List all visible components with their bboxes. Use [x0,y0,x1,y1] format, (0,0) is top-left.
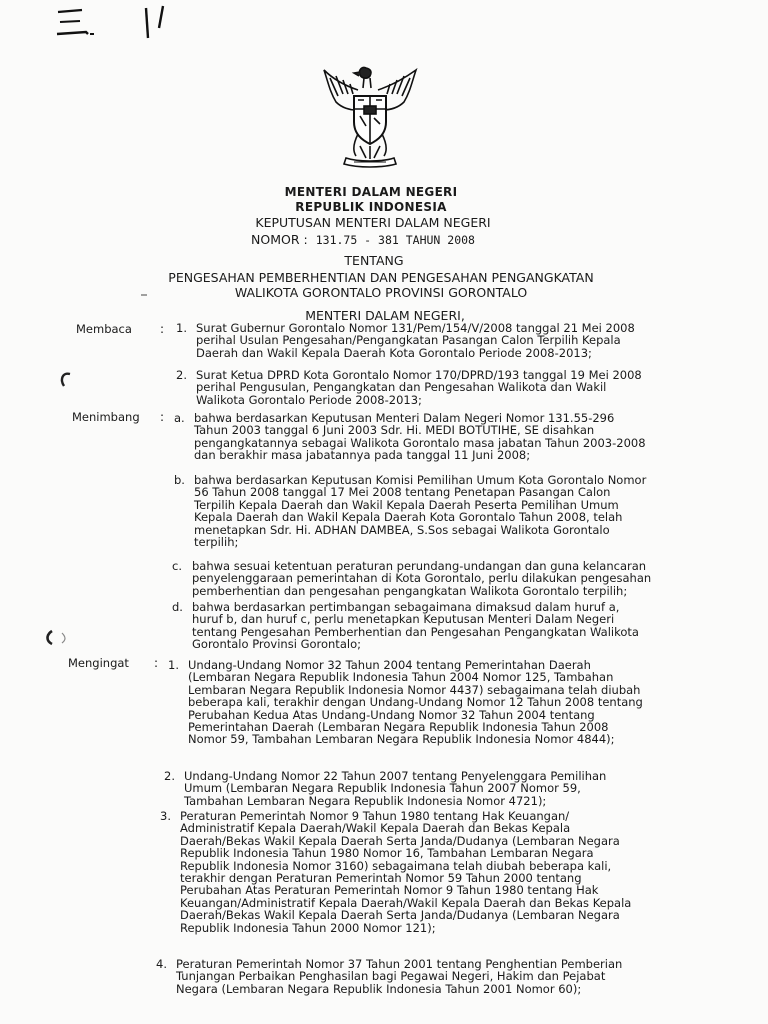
menimbang-label: Menimbang [72,410,140,424]
item-line: perihal Usulan Pengesahan/Pengangkatan Pasangan Calon Terpilih Kepala [196,333,621,348]
item-number: d. [172,600,183,614]
scan-speck-icon [140,292,150,298]
item-line: Surat Gubernur Gorontalo Nomor 131/Pem/154/V/2008 tanggal 21 Mei 2008 [196,321,635,335]
punch-hole-mark-icon [56,370,76,390]
item-number: 2. [176,368,187,382]
item-number: 4. [156,957,167,971]
item-number: c. [172,559,182,573]
menimbang-item-b [174,473,668,550]
item-line: Peraturan Pemerintah Nomor 9 Tahun 1980 tentang Hak Keuangan/ [180,809,570,823]
item-line: Tunjangan Perbaikan Penghasilan bagi Pegawai Negeri, Hakim dan Pejabat [176,969,606,984]
item-line: beberapa kali, terakhir dengan Undang-Undang Nomor 12 Tahun 2008 tentang [188,695,643,710]
item-line: Kepala Daerah dan Wakil Kepala Daerah Kota Gorontalo Tahun 2008, telah [194,510,623,525]
handwritten-mark-icon [52,4,182,44]
item-line: Tambahan Lembaran Negara Republik Indonesia Nomor 4721); [184,793,547,808]
mengingat-item-4 [156,957,654,996]
item-line: Pemerintahan Daerah (Lembaran Negara Republik Indonesia Tahun 2008 [188,720,609,735]
item-line: pengangkatannya sebagai Walikota Gorontalo masa jabatan Tahun 2003-2008 [194,435,646,450]
menimbang-item-a [174,411,668,463]
item-number: b. [174,473,185,487]
subject-line-1: PENGESAHAN PEMBERHENTIAN DAN PENGESAHAN PENGANGKATAN [168,269,594,285]
item-line: tentang Pengesahan Pemberhentian dan Pengesahan Pengangkatan Walikota [192,624,639,639]
item-number: a. [174,411,185,425]
garuda-emblem-icon [318,62,422,170]
subject-heading [150,255,600,300]
item-line: Republik Indonesia Nomor 3160) sebagaimana telah diubah beberapa kali, [180,858,612,873]
item-line: Perubahan Atas Peraturan Pemerintah Nomor 9 Tahun 1980 tentang Hak [180,883,599,898]
membaca-item-2 [176,368,670,407]
item-number: 2. [164,769,175,783]
mengingat-colon: : [154,656,159,670]
item-line: 56 Tahun 2008 tanggal 17 Mei 2008 tentang Penetapan Pasangan Calon [194,485,611,500]
mengingat-item-3 [160,809,656,935]
item-line: Daerah/Bekas Wakil Kepala Daerah Serta Janda/Dudanya (Lembaran Negara [180,833,620,848]
item-line: Tahun 2003 tanggal 6 Juni 2003 Sdr. Hi. MEDI BOTUTIHE, SE disahkan [194,423,595,438]
decree-number [126,231,600,247]
item-number: 1. [168,658,179,672]
item-line: perihal Pengusulan, Pengangkatan dan Pengesahan Walikota dan Wakil [196,380,607,395]
mengingat-item-1 [168,658,664,747]
item-line: Terpilih Kepala Daerah dan Wakil Kepala Daerah Peserta Pemilihan Umum [194,497,619,512]
membaca-item-1 [176,321,670,360]
item-line: Nomor 59, Tambahan Lembaran Negara Republik Indonesia Nomor 4844); [188,732,615,747]
item-line: Surat Ketua DPRD Kota Gorontalo Nomor 170/DPRD/193 tanggal 19 Mei 2008 [196,368,642,382]
minister-title-line2: REPUBLIK INDONESIA [295,200,447,214]
item-line: bahwa sesuai ketentuan peraturan perundang-undangan dan guna kelancaran [192,559,647,573]
item-line: menetapkan Sdr. Hi. ADHAN DAMBEA, S.Sos sebagai Walikota Gorontalo [194,522,610,537]
item-line: huruf b, dan huruf c, perlu menetapkan Keputusan Menteri Dalam Negeri [192,612,615,627]
item-line: Perubahan Kedua Atas Undang-Undang Nomor 32 Tahun 2004 tentang [188,707,595,722]
item-line: dan berakhir masa jabatannya pada tanggal 11 Juni 2008; [194,448,531,463]
item-line: penyelenggaraan pemerintahan di Kota Gorontalo, perlu dilakukan pengesahan [192,571,652,586]
membaca-label: Membaca [76,322,132,336]
item-number: 1. [176,321,187,335]
item-line: Walikota Gorontalo Periode 2008-2013; [196,392,422,407]
punch-hole-mark-icon [44,627,70,647]
item-line: Republik Indonesia Tahun 1980 Nomor 16, Tambahan Lembaran Negara [180,846,594,861]
item-line: Keuangan/Administratif Kepala Daerah/Wakil Kepala Daerah dan Bekas Kepala [180,895,632,910]
item-line: terpilih; [194,535,239,550]
menimbang-item-d [172,600,666,652]
item-line: Gorontalo Provinsi Gorontalo; [192,637,361,652]
nomor-value: 131.75 - 381 TAHUN 2008 [315,232,475,247]
item-line: Umum (Lembaran Negara Republik Indonesia Tahun 2007 Nomor 59, [184,781,581,796]
menimbang-colon: : [160,410,165,424]
item-line: pemberhentian dan pengesahan pengangkatan Walikota Gorontalo terpilih; [192,583,628,598]
tentang-label: TENTANG [344,253,404,268]
item-line: terakhir dengan Peraturan Pemerintah Nomor 59 Tahun 2000 tentang [180,871,582,886]
decree-title: KEPUTUSAN MENTERI DALAM NEGERI [255,215,491,230]
item-line: bahwa berdasarkan pertimbangan sebagaimana dimaksud dalam huruf a, [192,600,620,614]
item-line: bahwa berdasarkan Keputusan Komisi Pemilihan Umum Kota Gorontalo Nomor [194,473,647,487]
item-line: Daerah/Bekas Wakil Kepala Daerah Serta Janda/Dudanya (Lembaran Negara [180,908,620,923]
item-line: Lembaran Negara Republik Indonesia Nomor 4437) sebagaimana telah diubah [188,682,641,697]
decree-heading [150,217,600,246]
item-line: Republik Indonesia Tahun 2000 Nomor 121); [180,920,436,935]
subject-line-2: WALIKOTA GORONTALO PROVINSI GORONTALO [234,285,528,300]
item-line: Daerah dan Wakil Kepala Daerah Kota Gorontalo Periode 2008-2013; [196,345,592,360]
nomor-label: NOMOR : [251,231,308,247]
membaca-colon: : [160,322,165,336]
item-line: Undang-Undang Nomor 22 Tahun 2007 tentang Penyelenggara Pemilihan [184,769,607,783]
item-line: Peraturan Pemerintah Nomor 37 Tahun 2001 tentang Penghentian Pemberian [176,957,623,971]
item-number: 3. [160,809,171,823]
opening-text: MENTERI DALAM NEGERI, [305,308,465,323]
mengingat-label: Mengingat [68,656,129,670]
mengingat-item-2 [164,769,660,808]
minister-heading [150,186,600,213]
item-line: Undang-Undang Nomor 32 Tahun 2004 tentang Pemerintahan Daerah [188,658,591,672]
item-line: (Lembaran Negara Republik Indonesia Tahun 2004 Nomor 125, Tambahan [188,670,614,685]
item-line: bahwa berdasarkan Keputusan Menteri Dalam Negeri Nomor 131.55-296 [194,411,615,425]
item-line: Administratif Kepala Daerah/Wakil Kepala Daerah dan Bekas Kepala [180,821,571,836]
item-line: Negara (Lembaran Negara Republik Indonesia Tahun 2001 Nomor 60); [176,981,582,996]
menimbang-item-c [172,559,666,598]
minister-title-line1: MENTERI DALAM NEGERI [284,185,458,199]
